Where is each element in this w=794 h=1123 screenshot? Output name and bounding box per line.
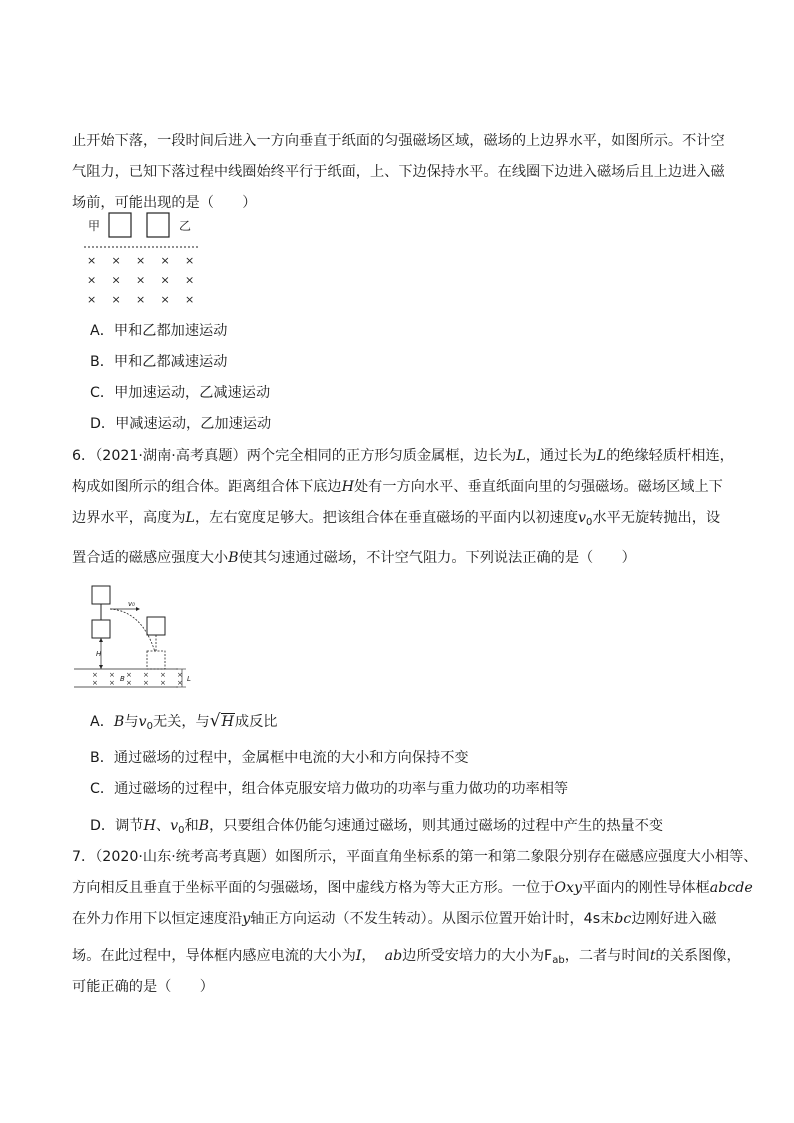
field-cross-mark: × bbox=[111, 273, 121, 287]
field-cross-mark: × bbox=[87, 293, 97, 305]
q6-option-c[interactable]: C．通过磁场的过程中，组合体克服安培力做功的功率与重力做功的功率相等 bbox=[90, 781, 569, 797]
field-cross-mark: × bbox=[160, 254, 170, 267]
q5-line-3: 场前，可能出现的是（ ） bbox=[72, 195, 257, 211]
q6-label-h: H bbox=[96, 650, 102, 658]
field-cross-mark: × bbox=[160, 293, 170, 305]
q6-line-3: 边界水平，高度为L，左右宽度足够大。把该组合体在垂直磁场的平面内以初速度$v_0$水平无旋转抛出，设 bbox=[72, 510, 721, 528]
q6-line-1: 6．（2021·湖南·高考真题）两个完全相同的正方形匀质金属框，边长为L，通过长为L的绝缘轻质杆相连， bbox=[72, 448, 734, 464]
field-cross-mark: × bbox=[87, 273, 97, 287]
q6-label-b: B bbox=[120, 675, 125, 683]
field-cross-mark: × bbox=[109, 671, 115, 679]
q5-figure bbox=[84, 205, 204, 305]
q6-frame-top-start bbox=[92, 586, 110, 604]
field-cross-mark: × bbox=[136, 293, 146, 305]
q7-line-1: 7．（2020·山东·统考高考真题）如图所示，平面直角坐标系的第一和第二象限分别存在磁感应强度大小相等、 bbox=[72, 849, 758, 865]
q6-option-a[interactable]: A．B与$v_0$无关，与√H成反比 bbox=[90, 711, 278, 732]
field-cross-mark: × bbox=[185, 254, 195, 267]
q5-label-jia: 甲 bbox=[88, 219, 101, 233]
field-cross-mark: × bbox=[92, 671, 98, 679]
field-cross-mark: × bbox=[185, 293, 195, 305]
field-cross-mark: × bbox=[136, 273, 146, 287]
field-cross-mark: × bbox=[160, 273, 170, 287]
q6-option-d[interactable]: D．调节H、$v_0$和B，只要组合体仍能匀速通过磁场，则其通过磁场的过程中产生的热量不变 bbox=[90, 818, 664, 836]
q5-option-d[interactable]: D．甲减速运动，乙加速运动 bbox=[90, 416, 272, 432]
q5-line-1: 止开始下落，一段时间后进入一方向垂直于纸面的匀强磁场区域，磁场的上边界水平，如图所示。不计空 bbox=[72, 133, 725, 149]
q6-option-b[interactable]: B．通过磁场的过程中，金属框中电流的大小和方向保持不变 bbox=[90, 750, 469, 766]
field-cross-mark: × bbox=[143, 671, 149, 679]
field-cross-mark: × bbox=[87, 254, 97, 267]
q7-line-5: 可能正确的是（ ） bbox=[72, 979, 214, 995]
field-cross-mark: × bbox=[111, 293, 121, 305]
q6-frame-bottom-end bbox=[147, 651, 165, 669]
q5-label-yi: 乙 bbox=[179, 219, 192, 233]
q5-option-c[interactable]: C．甲加速运动，乙减速运动 bbox=[90, 385, 271, 401]
q5-option-a[interactable]: A．甲和乙都加速运动 bbox=[90, 323, 228, 339]
field-cross-mark: × bbox=[136, 254, 146, 267]
sqrt-icon: √ bbox=[209, 711, 221, 731]
field-cross-mark: × bbox=[111, 254, 121, 267]
q5-coil-jia bbox=[109, 213, 131, 237]
q5-line-2: 气阻力，已知下落过程中线圈始终平行于纸面，上、下边保持水平。在线圈下边进入磁场后且上边进入磁 bbox=[72, 164, 725, 180]
field-cross-mark: × bbox=[185, 273, 195, 287]
q6-line-4: 置合适的磁感应强度大小B使其匀速通过磁场，不计空气阻力。下列说法正确的是（ ） bbox=[72, 550, 636, 566]
q7-line-2: 方向相反且垂直于坐标平面的匀强磁场，图中虚线方格为等大正方形。一位于Oxy平面内的刚性导体框abcde bbox=[72, 880, 753, 896]
q6-label-l: L bbox=[187, 675, 191, 683]
field-cross-mark: × bbox=[177, 679, 183, 687]
field-cross-mark: × bbox=[160, 671, 166, 679]
q6-trajectory bbox=[110, 609, 155, 652]
field-cross-mark: × bbox=[143, 679, 149, 687]
q6-line-2: 构成如图所示的组合体。距离组合体下底边H处有一方向水平、垂直纸面向里的匀强磁场。磁场区域上下 bbox=[72, 479, 723, 495]
field-cross-mark: × bbox=[92, 679, 98, 687]
q5-coil-yi bbox=[147, 213, 169, 237]
field-cross-mark: × bbox=[160, 679, 166, 687]
q5-magnetic-field bbox=[87, 254, 194, 305]
q5-option-b[interactable]: B．甲和乙都减速运动 bbox=[90, 354, 228, 370]
q7-line-3: 在外力作用下以恒定速度沿y轴正方向运动（不发生转动）。从图示位置开始计时，4s末bc边刚好进入磁 bbox=[72, 911, 717, 927]
q7-line-4: 场。在此过程中，导体框内感应电流的大小为I， ab边所受安培力的大小为$F_{ab}$，二者与时间t的关系图像， bbox=[72, 948, 741, 966]
field-cross-mark: × bbox=[177, 671, 183, 679]
q6-figure bbox=[72, 580, 202, 690]
q6-label-v0: v₀ bbox=[128, 600, 135, 608]
q6-magnetic-field bbox=[92, 671, 183, 687]
field-cross-mark: × bbox=[126, 671, 132, 679]
q6-frame-bottom-start bbox=[92, 620, 110, 638]
field-cross-mark: × bbox=[126, 679, 132, 687]
q6-frame-top-end bbox=[147, 617, 165, 635]
field-cross-mark: × bbox=[109, 679, 115, 687]
